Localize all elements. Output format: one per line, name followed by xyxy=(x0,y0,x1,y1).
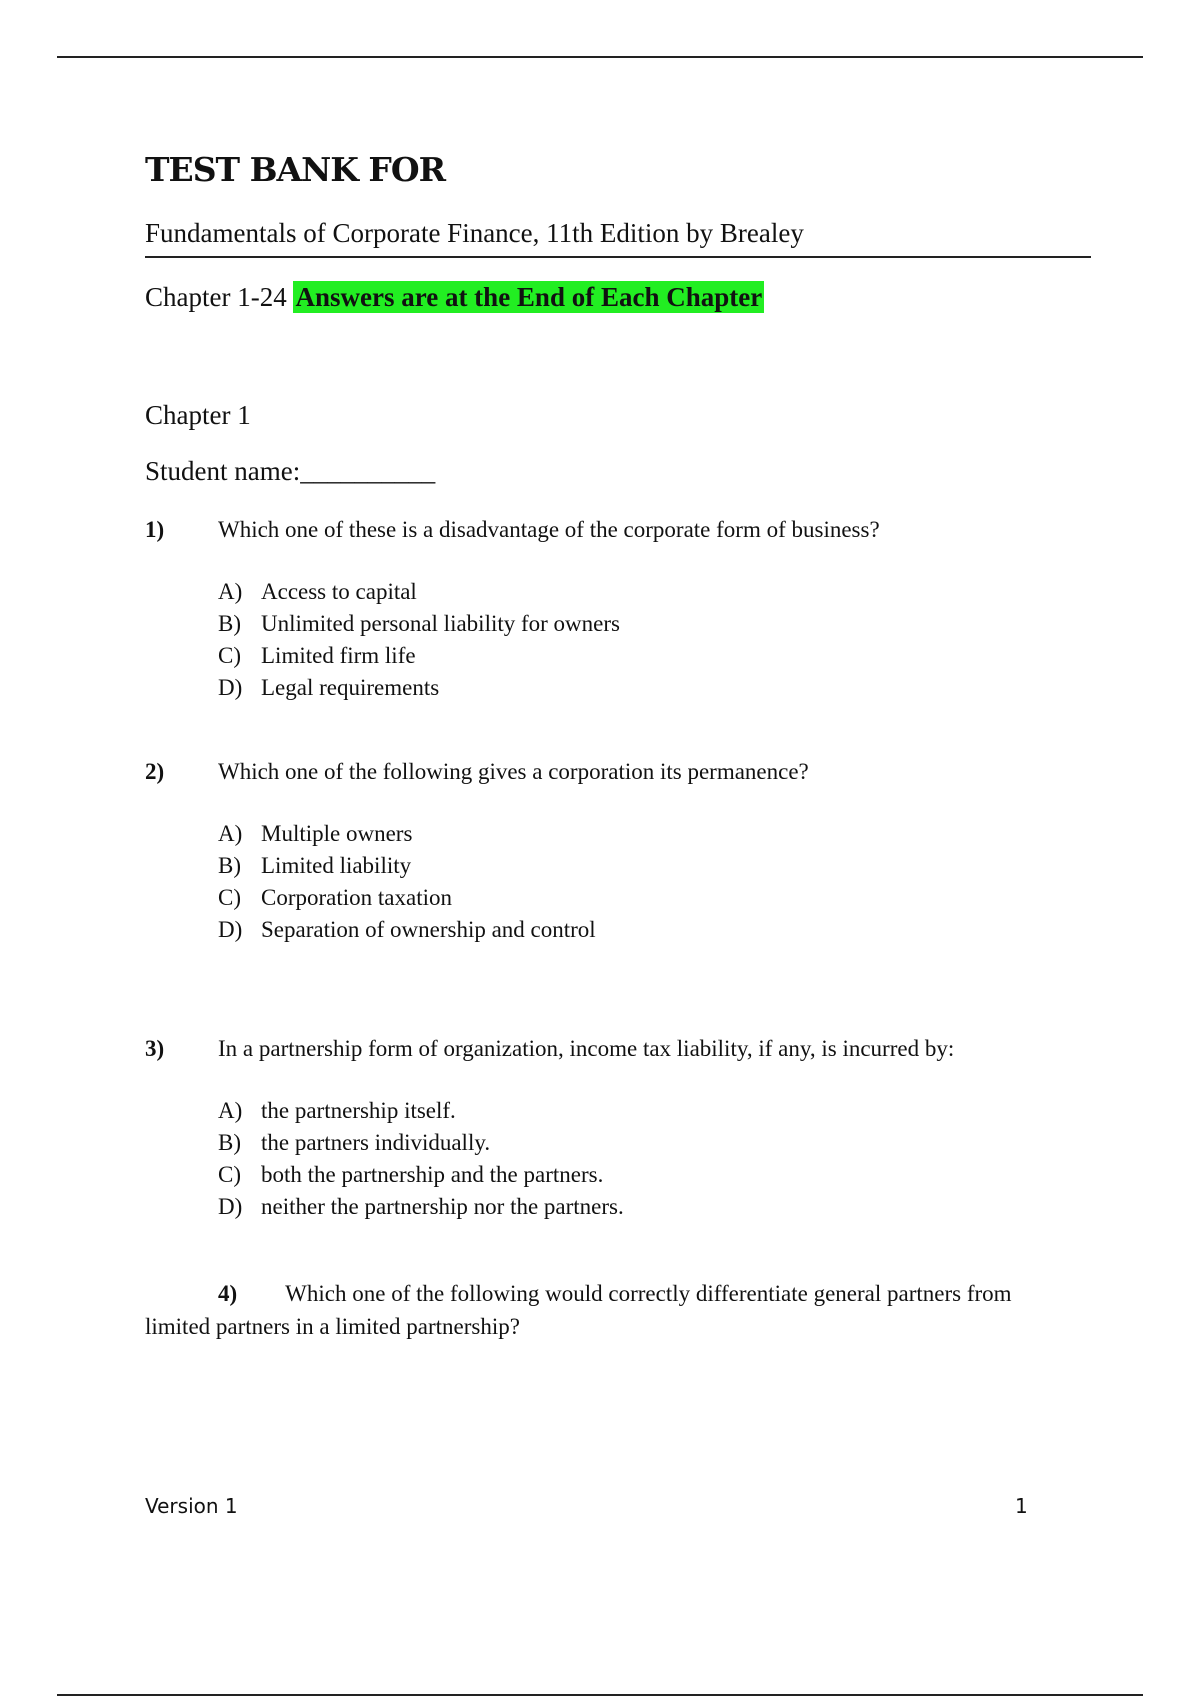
option-letter: C) xyxy=(218,1162,241,1187)
option-c xyxy=(218,1159,624,1191)
option-a xyxy=(218,1095,624,1127)
option-text: Multiple owners xyxy=(261,821,413,846)
option-d xyxy=(218,1191,624,1223)
question-text: Which one of these is a disadvantage of the corporate form of business? xyxy=(218,517,880,542)
option-letter: C) xyxy=(218,885,241,910)
footer-version: Version 1 xyxy=(145,1494,238,1518)
footer-page-number: 1 xyxy=(1015,1494,1028,1518)
option-text: neither the partnership nor the partners. xyxy=(261,1194,624,1219)
option-d xyxy=(218,672,620,704)
question-text-block xyxy=(145,1277,1065,1343)
question-number: 2) xyxy=(145,759,165,784)
option-b xyxy=(218,608,620,640)
question-text: Which one of the following gives a corporation its permanence? xyxy=(218,759,809,784)
bottom-rule xyxy=(57,1694,1143,1696)
option-c xyxy=(218,640,620,672)
option-b xyxy=(218,1127,624,1159)
option-text: Limited liability xyxy=(261,853,412,878)
book-subtitle: Fundamentals of Corporate Finance, 11th Edition by Brealey xyxy=(145,218,1091,258)
top-rule xyxy=(57,56,1143,58)
question-number: 1) xyxy=(145,517,165,542)
option-text: Limited firm life xyxy=(261,643,416,668)
option-letter: B) xyxy=(218,611,241,636)
option-c xyxy=(218,882,596,914)
option-letter: D) xyxy=(218,1194,243,1219)
question-3 xyxy=(145,1036,1065,1062)
option-text: Legal requirements xyxy=(261,675,440,700)
option-letter: A) xyxy=(218,1098,243,1123)
chapter-range: Chapter 1-24 xyxy=(145,282,287,312)
option-text: Corporation taxation xyxy=(261,885,452,910)
option-a xyxy=(218,818,596,850)
question-text: In a partnership form of organization, income tax liability, if any, is incurred by: xyxy=(218,1036,955,1061)
question-2-options xyxy=(218,818,596,946)
option-text: the partnership itself. xyxy=(261,1098,456,1123)
option-b xyxy=(218,850,596,882)
question-1 xyxy=(145,517,1065,543)
option-text: Access to capital xyxy=(261,579,417,604)
question-1-options xyxy=(218,576,620,704)
question-number: 4) xyxy=(218,1281,238,1306)
option-letter: A) xyxy=(218,821,243,846)
chapter-range-line xyxy=(145,282,764,313)
option-letter: B) xyxy=(218,853,241,878)
question-4 xyxy=(145,1277,1065,1343)
answers-note-highlight: Answers are at the End of Each Chapter xyxy=(295,282,763,312)
option-a xyxy=(218,576,620,608)
question-2 xyxy=(145,759,1065,785)
option-letter: C) xyxy=(218,643,241,668)
option-text: Unlimited personal liability for owners xyxy=(261,611,620,636)
option-letter: A) xyxy=(218,579,243,604)
option-letter: D) xyxy=(218,917,243,942)
option-text: both the partnership and the partners. xyxy=(261,1162,604,1187)
option-letter: B) xyxy=(218,1130,241,1155)
option-text: Separation of ownership and control xyxy=(261,917,596,942)
option-d xyxy=(218,914,596,946)
chapter-heading: Chapter 1 xyxy=(145,400,251,430)
option-letter: D) xyxy=(218,675,243,700)
option-text: the partners individually. xyxy=(261,1130,491,1155)
question-text: Which one of the following would correctly differentiate general partners from limited partners in a limited partnership? xyxy=(145,1281,1012,1339)
document-title: TEST BANK FOR xyxy=(145,150,446,189)
question-number: 3) xyxy=(145,1036,165,1061)
question-3-options xyxy=(218,1095,624,1223)
student-name-label: Student name:__________ xyxy=(145,456,436,486)
